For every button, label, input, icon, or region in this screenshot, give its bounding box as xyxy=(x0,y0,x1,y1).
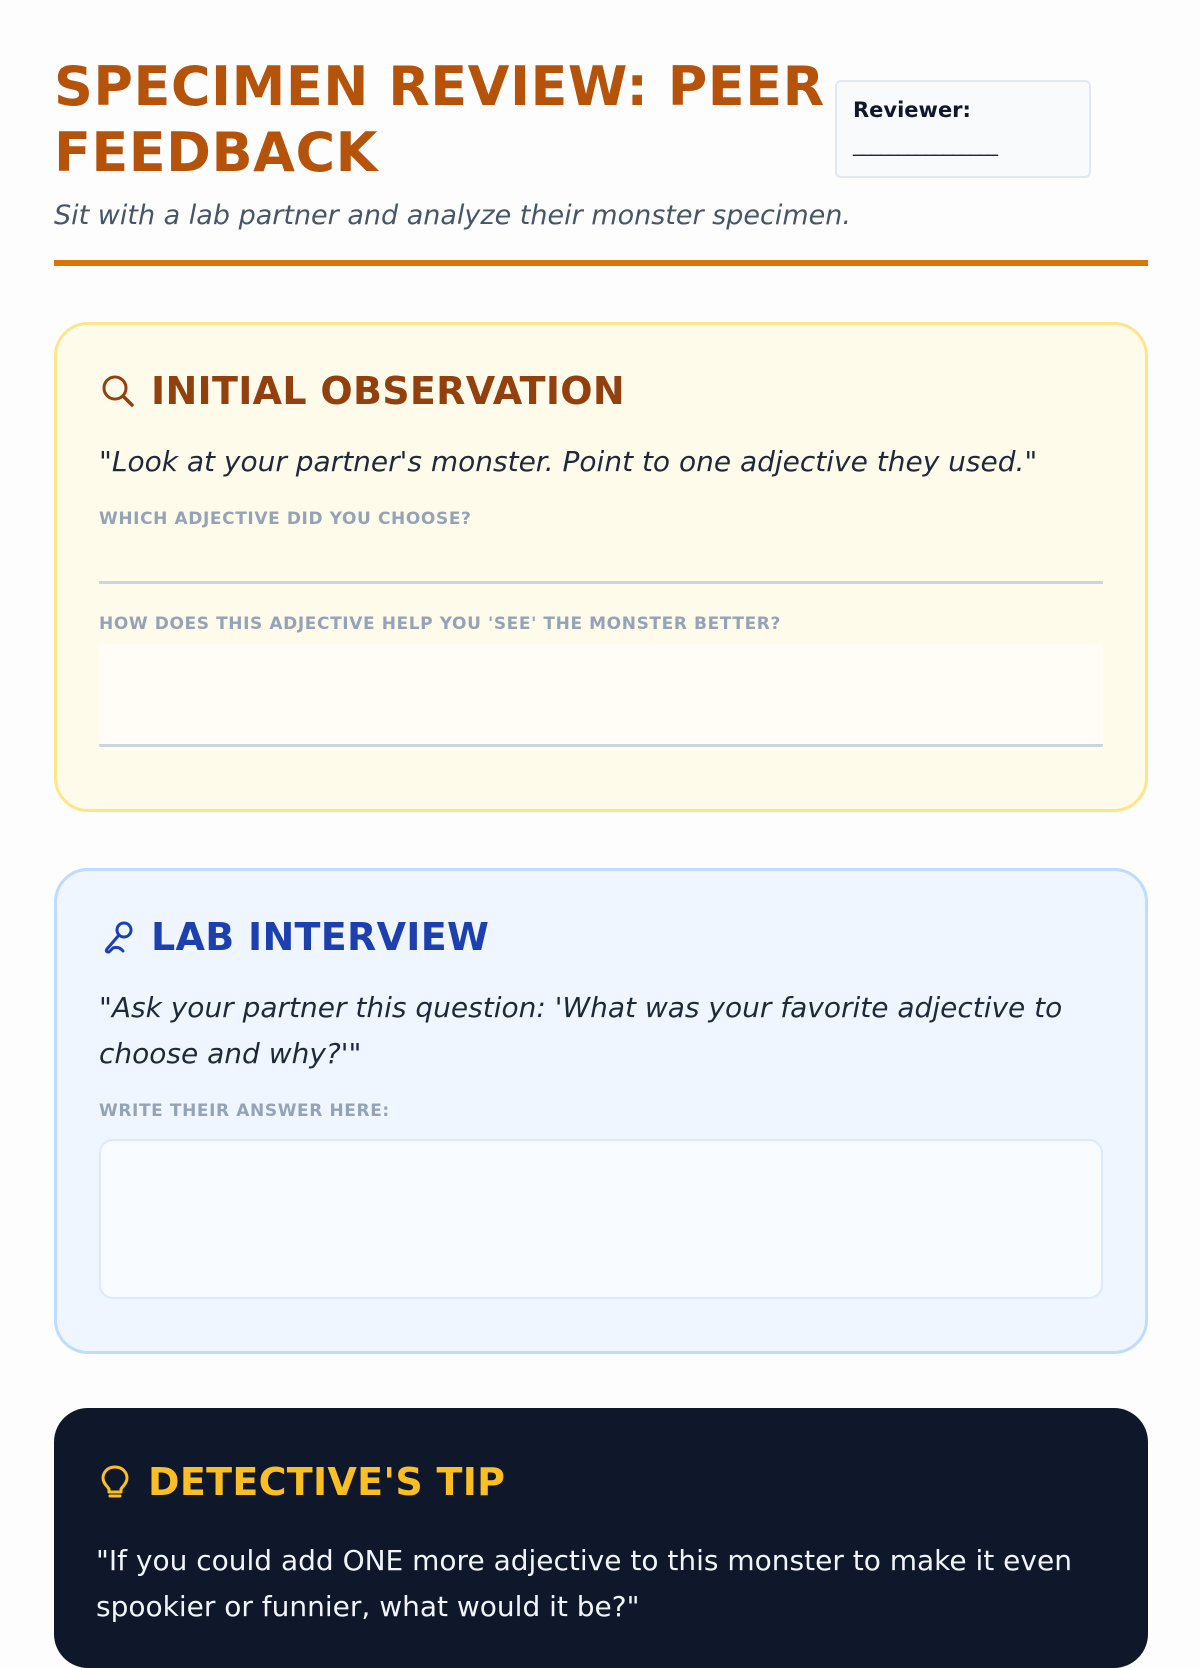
page-subtitle: Sit with a lab partner and analyze their monster specimen. xyxy=(54,200,851,231)
adjective-help-field[interactable] xyxy=(99,644,1103,747)
observation-card xyxy=(54,322,1148,812)
tip-header xyxy=(96,1460,1106,1504)
reviewer-blank: ________________ xyxy=(853,132,997,156)
reviewer-label: Reviewer: xyxy=(853,98,971,122)
magnifier-icon xyxy=(99,372,137,410)
observation-quote: "Look at your partner's monster. Point to one adjective they used." xyxy=(99,445,1038,478)
tip-text: "If you could add ONE more adjective to this monster to make it even spookier or funnier, what would it be?" xyxy=(96,1544,1072,1623)
answer-label: WRITE THEIR ANSWER HERE: xyxy=(99,1101,390,1121)
adjective-help-label: HOW DOES THIS ADJECTIVE HELP YOU 'SEE' THE MONSTER BETTER? xyxy=(99,614,781,634)
adjective-choice-label: WHICH ADJECTIVE DID YOU CHOOSE? xyxy=(99,509,472,529)
tip-title: DETECTIVE'S TIP xyxy=(148,1460,506,1504)
interview-card xyxy=(54,868,1148,1354)
header-divider xyxy=(54,260,1148,266)
reviewer-box[interactable] xyxy=(835,80,1091,178)
adjective-choice-field[interactable] xyxy=(99,529,1103,584)
tip-card xyxy=(54,1408,1148,1668)
answer-field[interactable] xyxy=(99,1139,1103,1299)
interview-header xyxy=(99,915,1103,959)
page-title: SPECIMEN REVIEW: PEER FEEDBACK xyxy=(54,55,825,184)
interview-title: LAB INTERVIEW xyxy=(151,915,490,959)
interview-quote: "Ask your partner this question: 'What was your favorite adjective to choose and why?'" xyxy=(99,991,1063,1070)
observation-title: INITIAL OBSERVATION xyxy=(151,369,626,413)
microphone-icon xyxy=(99,918,137,956)
observation-header xyxy=(99,369,1103,413)
lightbulb-icon xyxy=(96,1463,134,1501)
